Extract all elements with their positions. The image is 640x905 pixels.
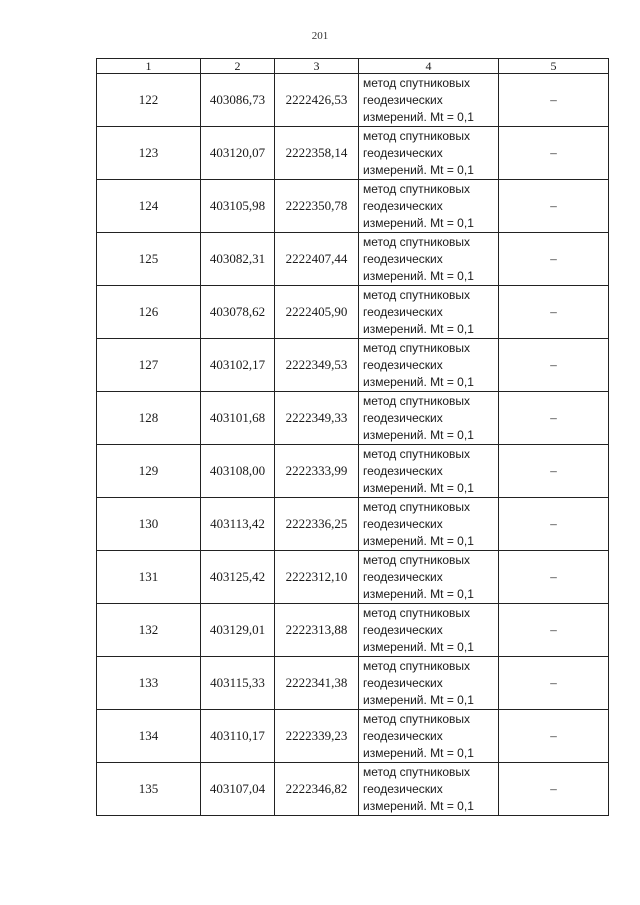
method-line: метод спутниковых xyxy=(363,605,471,620)
x-coordinate-cell: 403086,73 xyxy=(201,74,275,127)
method-line: метод спутниковых xyxy=(363,764,471,779)
table-row xyxy=(97,74,609,127)
note-cell: – xyxy=(499,551,609,604)
method-line: геодезических xyxy=(363,463,443,478)
method-line: измерений. Mt = 0,1 xyxy=(363,798,474,813)
method-cell xyxy=(359,763,499,816)
point-number-cell: 124 xyxy=(97,180,201,233)
column-header-5: 5 xyxy=(499,59,609,74)
point-number-cell: 131 xyxy=(97,551,201,604)
method-line: измерений. Mt = 0,1 xyxy=(363,427,474,442)
y-coordinate-cell: 2222313,88 xyxy=(275,604,359,657)
x-coordinate-cell: 403113,42 xyxy=(201,498,275,551)
method-cell xyxy=(359,392,499,445)
method-line: метод спутниковых xyxy=(363,552,471,567)
point-number-cell: 134 xyxy=(97,710,201,763)
table-row xyxy=(97,763,609,816)
method-cell xyxy=(359,127,499,180)
method-cell xyxy=(359,551,499,604)
note-cell: – xyxy=(499,763,609,816)
column-header-2: 2 xyxy=(201,59,275,74)
column-header-1: 1 xyxy=(97,59,201,74)
header-row xyxy=(97,59,609,74)
table-row xyxy=(97,180,609,233)
method-cell xyxy=(359,286,499,339)
y-coordinate-cell: 2222349,53 xyxy=(275,339,359,392)
method-cell xyxy=(359,233,499,286)
method-cell xyxy=(359,604,499,657)
method-line: геодезических xyxy=(363,357,443,372)
table-row xyxy=(97,710,609,763)
method-line: метод спутниковых xyxy=(363,658,471,673)
method-line: геодезических xyxy=(363,251,443,266)
page-number: 201 xyxy=(311,30,329,42)
note-cell: – xyxy=(499,392,609,445)
note-cell: – xyxy=(499,498,609,551)
x-coordinate-cell: 403129,01 xyxy=(201,604,275,657)
point-number-cell: 129 xyxy=(97,445,201,498)
method-line: метод спутниковых xyxy=(363,393,471,408)
note-cell: – xyxy=(499,710,609,763)
x-coordinate-cell: 403108,00 xyxy=(201,445,275,498)
method-line: измерений. Mt = 0,1 xyxy=(363,162,474,177)
note-cell: – xyxy=(499,233,609,286)
method-cell xyxy=(359,180,499,233)
table-row xyxy=(97,498,609,551)
method-line: измерений. Mt = 0,1 xyxy=(363,321,474,336)
method-line: метод спутниковых xyxy=(363,234,471,249)
method-line: метод спутниковых xyxy=(363,711,471,726)
note-cell: – xyxy=(499,657,609,710)
point-number-cell: 135 xyxy=(97,763,201,816)
method-line: измерений. Mt = 0,1 xyxy=(363,480,474,495)
method-line: метод спутниковых xyxy=(363,446,471,461)
note-cell: – xyxy=(499,286,609,339)
table-row xyxy=(97,445,609,498)
method-line: геодезических xyxy=(363,410,443,425)
method-cell xyxy=(359,339,499,392)
method-line: измерений. Mt = 0,1 xyxy=(363,745,474,760)
point-number-cell: 125 xyxy=(97,233,201,286)
coordinates-table xyxy=(96,58,609,816)
method-cell xyxy=(359,445,499,498)
y-coordinate-cell: 2222405,90 xyxy=(275,286,359,339)
note-cell: – xyxy=(499,180,609,233)
point-number-cell: 132 xyxy=(97,604,201,657)
y-coordinate-cell: 2222333,99 xyxy=(275,445,359,498)
method-line: метод спутниковых xyxy=(363,340,471,355)
x-coordinate-cell: 403102,17 xyxy=(201,339,275,392)
table-row xyxy=(97,233,609,286)
x-coordinate-cell: 403125,42 xyxy=(201,551,275,604)
method-line: метод спутниковых xyxy=(363,128,471,143)
y-coordinate-cell: 2222339,23 xyxy=(275,710,359,763)
method-line: геодезических xyxy=(363,304,443,319)
x-coordinate-cell: 403105,98 xyxy=(201,180,275,233)
x-coordinate-cell: 403110,17 xyxy=(201,710,275,763)
method-line: геодезических xyxy=(363,198,443,213)
table-row xyxy=(97,604,609,657)
table-row xyxy=(97,339,609,392)
table-row xyxy=(97,551,609,604)
y-coordinate-cell: 2222336,25 xyxy=(275,498,359,551)
table-row xyxy=(97,286,609,339)
method-line: измерений. Mt = 0,1 xyxy=(363,109,474,124)
y-coordinate-cell: 2222426,53 xyxy=(275,74,359,127)
column-header-3: 3 xyxy=(275,59,359,74)
method-line: геодезических xyxy=(363,781,443,796)
method-line: геодезических xyxy=(363,675,443,690)
method-line: геодезических xyxy=(363,145,443,160)
method-line: геодезических xyxy=(363,622,443,637)
note-cell: – xyxy=(499,604,609,657)
method-line: измерений. Mt = 0,1 xyxy=(363,639,474,654)
method-line: метод спутниковых xyxy=(363,499,471,514)
x-coordinate-cell: 403082,31 xyxy=(201,233,275,286)
table-row xyxy=(97,657,609,710)
method-line: измерений. Mt = 0,1 xyxy=(363,268,474,283)
method-line: геодезических xyxy=(363,516,443,531)
method-cell xyxy=(359,498,499,551)
x-coordinate-cell: 403101,68 xyxy=(201,392,275,445)
method-line: метод спутниковых xyxy=(363,181,471,196)
point-number-cell: 133 xyxy=(97,657,201,710)
x-coordinate-cell: 403078,62 xyxy=(201,286,275,339)
point-number-cell: 122 xyxy=(97,74,201,127)
point-number-cell: 126 xyxy=(97,286,201,339)
method-line: геодезических xyxy=(363,728,443,743)
method-line: измерений. Mt = 0,1 xyxy=(363,374,474,389)
table-body xyxy=(97,74,609,816)
y-coordinate-cell: 2222358,14 xyxy=(275,127,359,180)
note-cell: – xyxy=(499,445,609,498)
method-cell xyxy=(359,657,499,710)
method-line: метод спутниковых xyxy=(363,287,471,302)
y-coordinate-cell: 2222346,82 xyxy=(275,763,359,816)
method-cell xyxy=(359,74,499,127)
point-number-cell: 123 xyxy=(97,127,201,180)
method-line: геодезических xyxy=(363,569,443,584)
y-coordinate-cell: 2222312,10 xyxy=(275,551,359,604)
y-coordinate-cell: 2222407,44 xyxy=(275,233,359,286)
x-coordinate-cell: 403120,07 xyxy=(201,127,275,180)
note-cell: – xyxy=(499,127,609,180)
note-cell: – xyxy=(499,74,609,127)
x-coordinate-cell: 403107,04 xyxy=(201,763,275,816)
y-coordinate-cell: 2222341,38 xyxy=(275,657,359,710)
method-cell xyxy=(359,710,499,763)
method-line: измерений. Mt = 0,1 xyxy=(363,215,474,230)
table-row xyxy=(97,392,609,445)
y-coordinate-cell: 2222349,33 xyxy=(275,392,359,445)
column-header-4: 4 xyxy=(359,59,499,74)
method-line: метод спутниковых xyxy=(363,75,471,90)
method-line: измерений. Mt = 0,1 xyxy=(363,692,474,707)
note-cell: – xyxy=(499,339,609,392)
method-line: геодезических xyxy=(363,92,443,107)
point-number-cell: 130 xyxy=(97,498,201,551)
y-coordinate-cell: 2222350,78 xyxy=(275,180,359,233)
method-line: измерений. Mt = 0,1 xyxy=(363,586,474,601)
x-coordinate-cell: 403115,33 xyxy=(201,657,275,710)
point-number-cell: 128 xyxy=(97,392,201,445)
method-line: измерений. Mt = 0,1 xyxy=(363,533,474,548)
point-number-cell: 127 xyxy=(97,339,201,392)
table-row xyxy=(97,127,609,180)
